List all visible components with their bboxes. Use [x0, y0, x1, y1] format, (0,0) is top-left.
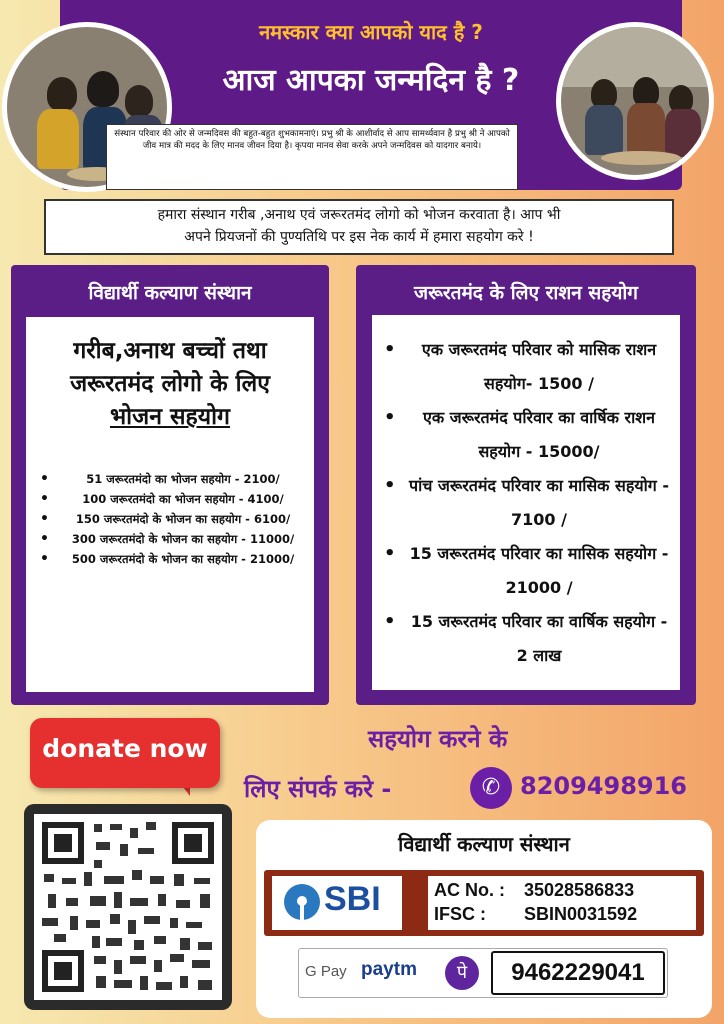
bank-account-name: विद्यार्थी कल्याण संस्थान	[398, 832, 570, 856]
list-item: • एक जरूरतमंद परिवार को मासिक राशन सहयोग- 1500 /	[382, 333, 672, 401]
contact-line-2: लिए संपर्क करे -	[244, 775, 392, 803]
bank-details-card	[256, 820, 712, 1018]
qr-code-frame	[24, 804, 232, 1010]
list-item: • 300 जरूरतमंदो के भोजन का सहयोग - 11000/	[40, 529, 308, 549]
qr-code[interactable]	[34, 814, 222, 1000]
gpay-logo: G Pay	[305, 963, 347, 980]
contact-line-1: सहयोग करने के	[368, 725, 508, 753]
bank-strip	[264, 870, 704, 936]
blessing-message: संस्थान परिवार की ओर से जन्मदिवस की बहुत-बहुत शुभकामनाएं। प्रभु श्री के आशीर्वाद से आप सामर्थ्यवान है प्रभु श्री ने आपको जीव मात्र की मदद के लिए मानव जीवन दिया है। कृपया मानव सेवा करके अपने जन्मदिवस को यादगार बनाये।	[106, 124, 518, 190]
list-item: • पांच जरूरतमंद परिवार का मासिक सहयोग - 7100 /	[382, 469, 672, 537]
food-headline-line-1: गरीब,अनाथ बच्चों तथा	[73, 338, 267, 364]
food-support-panel	[11, 265, 329, 705]
ration-panel-body	[372, 315, 680, 690]
qr-code-icon	[34, 814, 222, 1000]
account-number-label: AC No. :	[434, 880, 505, 900]
food-panel-heading: विद्यार्थी कल्याण संस्थान	[88, 282, 252, 304]
account-number-row	[434, 878, 690, 902]
food-headline-line-2: जरूरतमंद लोगो के लिए	[70, 371, 270, 397]
intro-line-1: हमारा संस्थान गरीब ,अनाथ एवं जरूरतमंद लोगो को भोजन करवाता है। आप भी	[157, 207, 561, 223]
donate-now-button[interactable]: donate now	[30, 718, 220, 788]
children-eating-photo-right	[556, 22, 714, 180]
list-item: • एक जरूरतमंद परिवार का वार्षिक राशन सहयोग - 15000/	[382, 401, 672, 469]
list-item: • 100 जरूरतमंदो का भोजन सहयोग - 4100/	[40, 489, 308, 509]
list-item: • 500 जरूरतमंदो के भोजन का सहयोग - 21000/	[40, 549, 308, 569]
ifsc-value: SBIN0031592	[524, 904, 638, 924]
list-item: • 15 जरूरतमंद परिवार का मासिक सहयोग - 21000 /	[382, 537, 672, 605]
bank-name: SBI	[324, 880, 381, 918]
paytm-logo: paytm	[361, 959, 417, 980]
banner-question: नमस्कार क्या आपको याद है ?	[259, 20, 483, 44]
list-item: • 150 जरूरतमंदो के भोजन का सहयोग - 6100/	[40, 509, 308, 529]
food-headline	[26, 335, 314, 434]
upi-phone-number[interactable]: 9462229041	[491, 951, 665, 995]
food-panel-body	[26, 317, 314, 692]
ifsc-row	[434, 902, 690, 926]
ration-support-panel	[356, 265, 696, 705]
sbi-logo-icon	[284, 884, 320, 920]
list-item: • 15 जरूरतमंद परिवार का वार्षिक सहयोग - 2 लाख	[382, 605, 672, 673]
intro-line-2: अपने प्रियजनों की पुण्यतिथि पर इस नेक कार्य में हमारा सहयोग करे !	[184, 229, 534, 245]
ifsc-label: IFSC :	[434, 904, 486, 924]
account-details	[428, 876, 696, 930]
intro-box	[44, 199, 674, 255]
sbi-logo-box	[272, 876, 402, 930]
contact-phone-number[interactable]: 8209498916	[520, 772, 687, 800]
account-number-value: 35028586833	[524, 880, 635, 900]
ration-support-list	[382, 333, 672, 673]
phone-icon: ✆	[470, 767, 512, 809]
food-support-list	[40, 469, 308, 569]
food-headline-line-3: भोजन सहयोग	[110, 404, 230, 430]
upi-payment-strip	[298, 948, 668, 998]
list-item: • 51 जरूरतमंदो का भोजन सहयोग - 2100/	[40, 469, 308, 489]
ration-panel-heading: जरूरतमंद के लिए राशन सहयोग	[413, 282, 638, 304]
phonepe-icon: पे	[445, 956, 479, 990]
banner-title: आज आपका जन्मदिन है ?	[222, 63, 520, 98]
